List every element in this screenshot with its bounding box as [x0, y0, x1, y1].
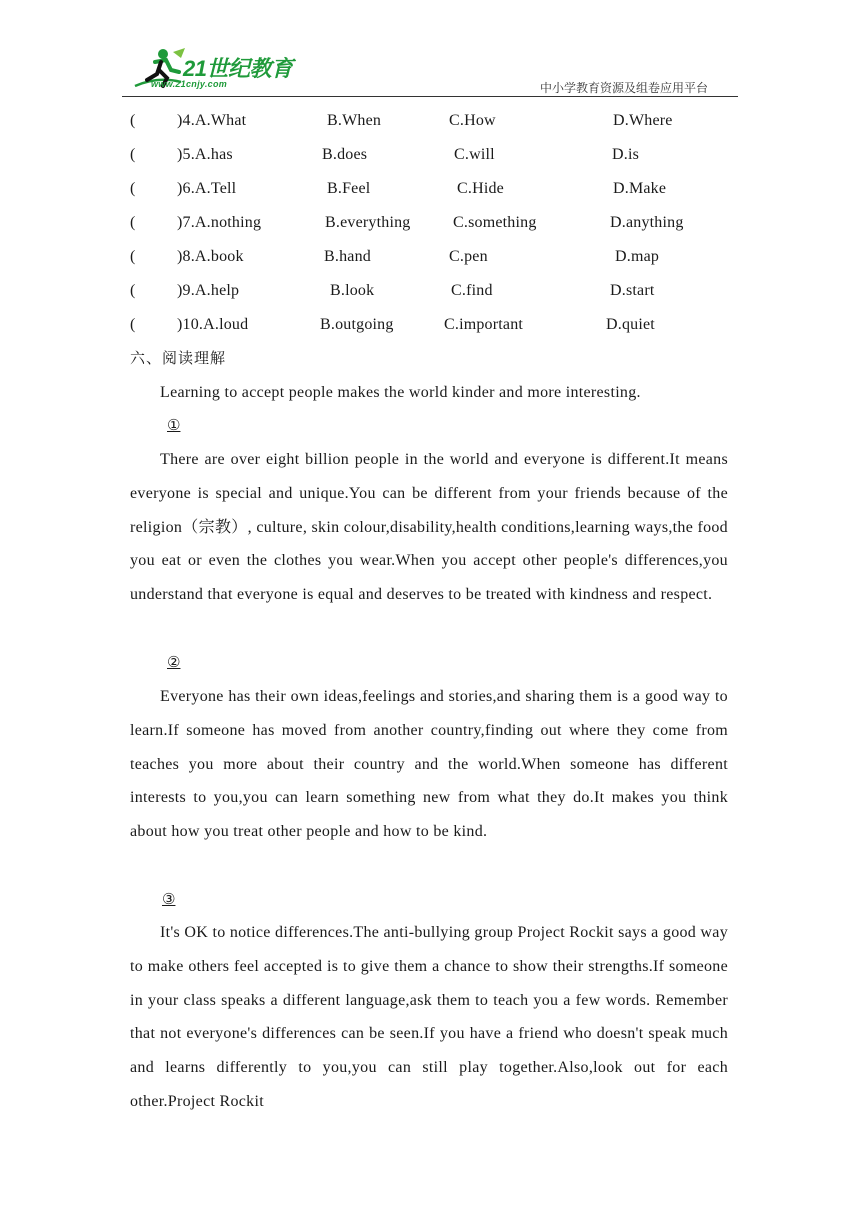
- reading-paragraph-3: It's OK to notice differences.The anti-bullying group Project Rockit says a good way to make others feel accepted is to give them a chance to show their strengths.If someone in your class speaks a different language,ask them to teach you a few words. Remember that not everyone's differences can be seen.If you have a friend who doesn't speak much and learns differently to you,you can still play together.Also,look out for each other.Project Rockit: [130, 924, 728, 1110]
- answer-paren: (: [130, 248, 136, 265]
- option-a: )4.A.What: [177, 112, 247, 129]
- logo-url: www.21cnjy.com: [151, 79, 228, 89]
- question-row-7: [0, 212, 860, 234]
- answer-paren: (: [130, 316, 136, 333]
- question-row-5: [0, 144, 860, 166]
- option-b: B.everything: [325, 214, 411, 231]
- option-d: D.Make: [613, 180, 667, 197]
- site-logo: [133, 46, 303, 92]
- option-d: D.is: [612, 146, 640, 163]
- option-a: )6.A.Tell: [177, 180, 237, 197]
- option-b: B.hand: [324, 248, 371, 265]
- option-b: B.Feel: [327, 180, 371, 197]
- option-b: B.When: [327, 112, 382, 129]
- page-header: [0, 0, 860, 100]
- answer-paren: (: [130, 214, 136, 231]
- option-a: )8.A.book: [177, 248, 244, 265]
- section-title: 六、阅读理解: [130, 349, 227, 367]
- option-c: C.Hide: [457, 180, 504, 197]
- answer-paren: (: [130, 180, 136, 197]
- option-b: B.outgoing: [320, 316, 394, 333]
- option-a: )9.A.help: [177, 282, 240, 299]
- answer-paren: (: [130, 112, 136, 129]
- option-d: D.Where: [613, 112, 673, 129]
- option-c: C.How: [449, 112, 496, 129]
- answer-paren: (: [130, 282, 136, 299]
- option-d: D.anything: [610, 214, 684, 231]
- option-b: B.does: [322, 146, 368, 163]
- option-c: C.pen: [449, 248, 488, 265]
- site-name: 中小学教育资源及组卷应用平台: [540, 81, 709, 95]
- question-row-4: [0, 110, 860, 132]
- option-a: )7.A.nothing: [177, 214, 262, 231]
- option-c: C.something: [453, 214, 537, 231]
- option-c: C.find: [451, 282, 493, 299]
- header-divider: [122, 96, 738, 97]
- option-d: D.quiet: [606, 316, 655, 333]
- blank-marker-3: ③: [162, 890, 176, 908]
- question-row-6: [0, 178, 860, 200]
- option-a: )5.A.has: [177, 146, 233, 163]
- blank-marker-1: ①: [167, 416, 181, 434]
- option-a: )10.A.loud: [177, 316, 249, 333]
- option-d: D.start: [610, 282, 655, 299]
- answer-paren: (: [130, 146, 136, 163]
- option-c: C.important: [444, 316, 524, 333]
- option-d: D.map: [615, 248, 660, 265]
- option-c: C.will: [454, 146, 495, 163]
- reading-intro: Learning to accept people makes the world kinder and more interesting.: [160, 384, 641, 401]
- reading-paragraph-2: Everyone has their own ideas,feelings and stories,and sharing them is a good way to learn.If someone has moved from another country,finding out where they come from teaches you more about their country and the world.When someone has different interests to you,you can learn something new from what they do.It makes you think about how you treat other people and how to be kind.: [130, 688, 728, 841]
- question-row-10: [0, 314, 860, 336]
- blank-marker-2: ②: [167, 653, 181, 671]
- question-row-9: [0, 280, 860, 302]
- option-b: B.look: [330, 282, 375, 299]
- reading-paragraph-1: There are over eight billion people in the world and everyone is different.It means everyone is special and unique.You can be different from your friends because of the religion（宗教）, culture, skin colour,disability,health conditions,learning ways,the food you eat or even the clothes you wear.When you accept other people's differences,you understand that everyone is equal and deserves to be treated with kindness and respect.: [130, 451, 728, 604]
- logo-text: 21世纪教育: [183, 56, 293, 81]
- question-row-8: [0, 246, 860, 268]
